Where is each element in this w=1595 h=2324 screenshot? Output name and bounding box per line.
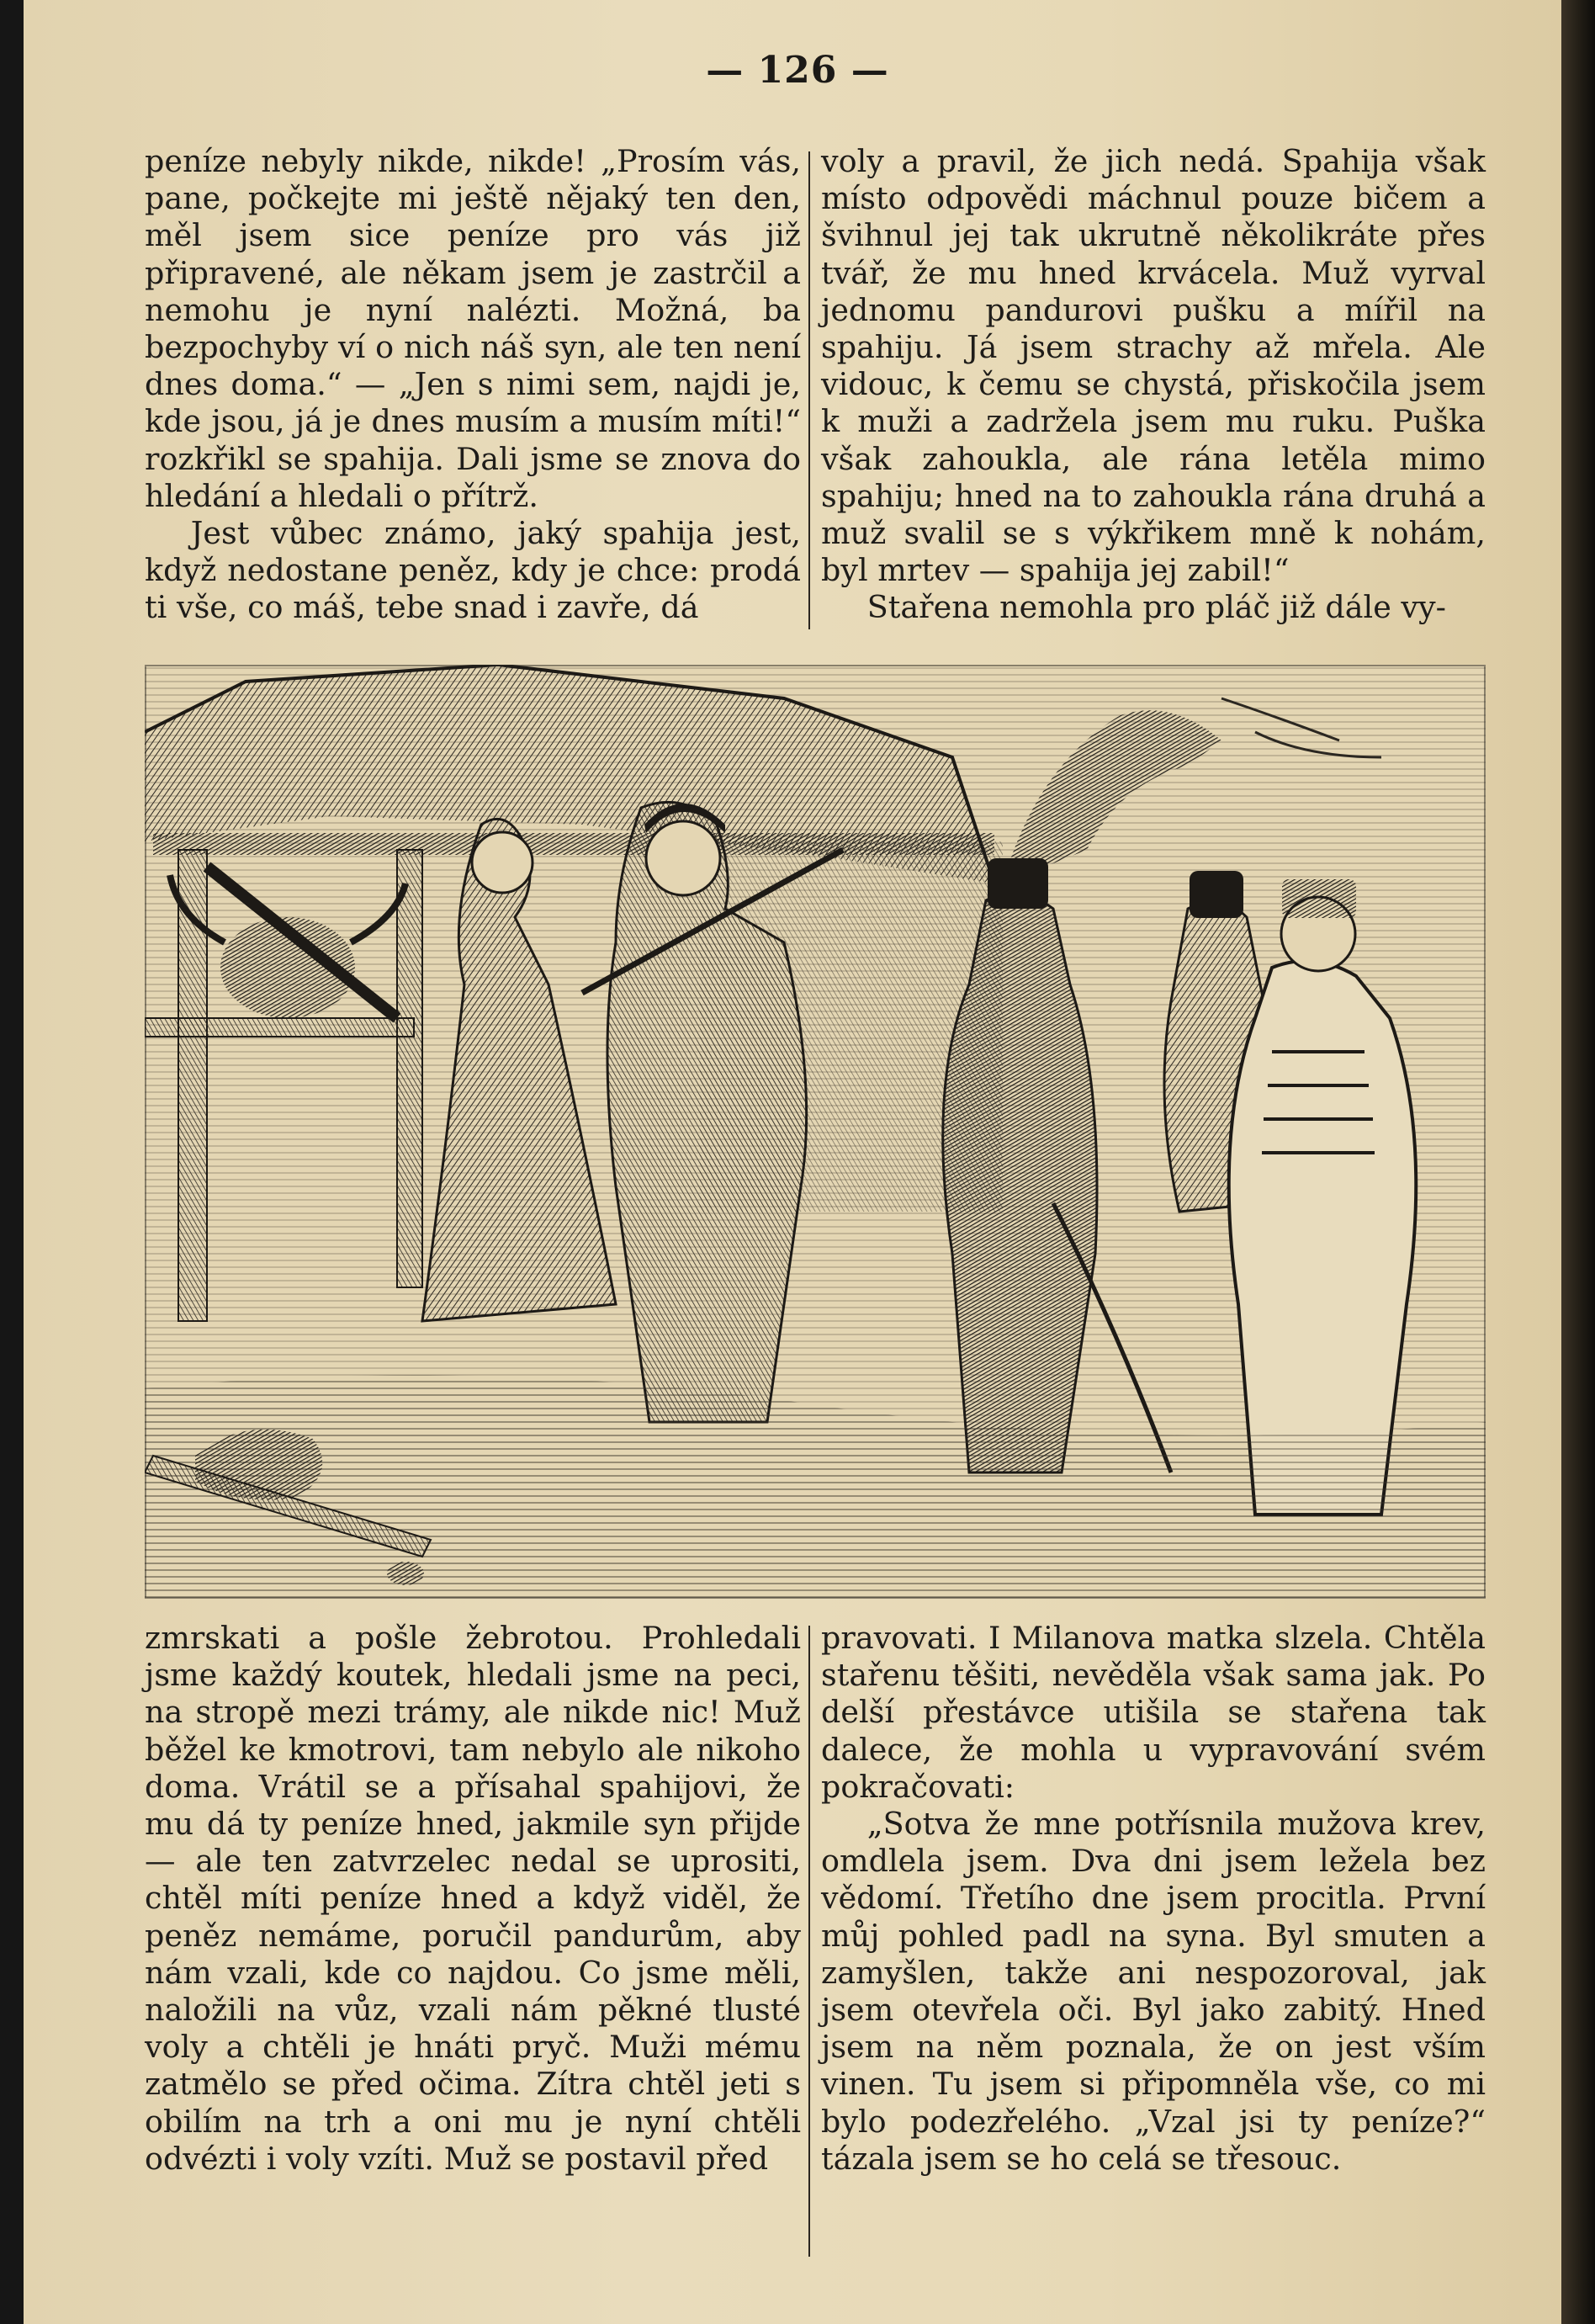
woman-head [472,832,533,893]
paragraph: voly a pravil, že jich nedá. Spahija však místo odpovědi máchnul pouze bičem a švihnul jej tak ukrutně několikráte přes tvář, že mu hned krvácela. Muž vyrval jednomu pandurovi pušku a mířil na spahiju. Já jsem strachy až mřela. Ale vidouc, k čemu se chystá, přiskočila jsem k muži a zadržela jsem mu ruku. Puška však zahoukla, ale rána letěla mimo spahiju; hned na to zahoukla rána druhá a muž svalil se s výkřikem mně k nohám, byl mrtev — spahija jej zabil!“ [821,143,1486,589]
left-column-bottom [145,1620,801,2178]
page-edge-shadow [1561,0,1595,2324]
chicken [387,1562,424,1585]
paragraph: pravovati. I Milanova matka slzela. Chtěla stařenu těšiti, nevěděla však sama jak. Po delší přestávce utišila se stařena tak dalece, že mohla u vypravování svém pokračovati: [821,1620,1486,1805]
column-divider-bottom [808,1626,810,2257]
ox-head [220,917,355,1018]
paragraph: Jest vůbec známo, jaký spahija jest, když nedostane peněz, kdy je chce: prodá ti vše, co máš, tebe snad i zavře, dá [145,515,801,626]
engraving-svg [145,665,1486,1599]
peasant-head [646,821,720,895]
right-column-bottom [821,1620,1486,2178]
paragraph: zmrskati a pošle žebrotou. Prohledali jsme každý koutek, hledali jsme na peci, na stropě mezi trámy, ale nikde nic! Muž běžel ke kmotrovi, tam nebylo ale nikoho doma. Vrátil se a přísahal spahijovi, že mu dá ty peníze hned, jakmile syn přijde — ale ten zatvrzelec nedal se uprositi, chtěl míti peníze hned a když viděl, že peněz nemáme, poručil pandurům, aby nám vzali, kde co najdou. Co jsme měli, naložili na vůz, vzali nám pěkné tlusté voly a chtěli je hnáti pryč. Muži mému zatmělo se před očima. Zítra chtěl jeti s obilím na trh a oni mu je nyní chtěli odvézti i voly vzíti. Muž se postavil před [145,1620,801,2177]
paragraph: peníze nebyly nikde, nikde! „Prosím vás, pane, počkejte mi ještě nějaký ten den, měl jsem sice peníze pro vás již připravené, ale někam jsem je zastrčil a nemohu je nyní nalézti. Možná, ba bezpochyby ví o nich náš syn, ale ten není dnes doma.“ — „Jen s nimi sem, najdi je, kde jsou, já je dnes musím a musím míti!“ rozkřikl se spahija. Dali jsme se znova do hledání a hledali o přítrž. [145,143,801,514]
post-middle [397,850,422,1287]
left-column-top [145,143,801,627]
soldier-two-hat [1190,871,1243,918]
soldier-one-hat [988,858,1048,909]
page-number: — 126 — [706,49,889,92]
right-column-top [821,143,1486,627]
column-divider-top [808,151,810,629]
paragraph: Stařena nemohla pro pláč již dále vy- [866,589,1446,626]
engraving-illustration [145,665,1486,1599]
fence-rail [145,1018,414,1037]
officer-cap [1282,879,1356,918]
paragraph: „Sotva že mne potřísnila mužova krev, omdlela jsem. Dva dni jsem ležela bez vědomí. Třetího dne jsem procitla. První můj pohled padl na syna. Byl smuten a zamyšlen, takže ani nespozoroval, jak jsem otevřela oči. Byl jako zabitý. Hned jsem na něm poznala, že on jest vším vinen. Tu jsem si připomněla vše, co mi bylo podezřelého. „Vzal jsi ty peníze?“ tázala jsem se ho celá se třesouc. [821,1806,1486,2177]
